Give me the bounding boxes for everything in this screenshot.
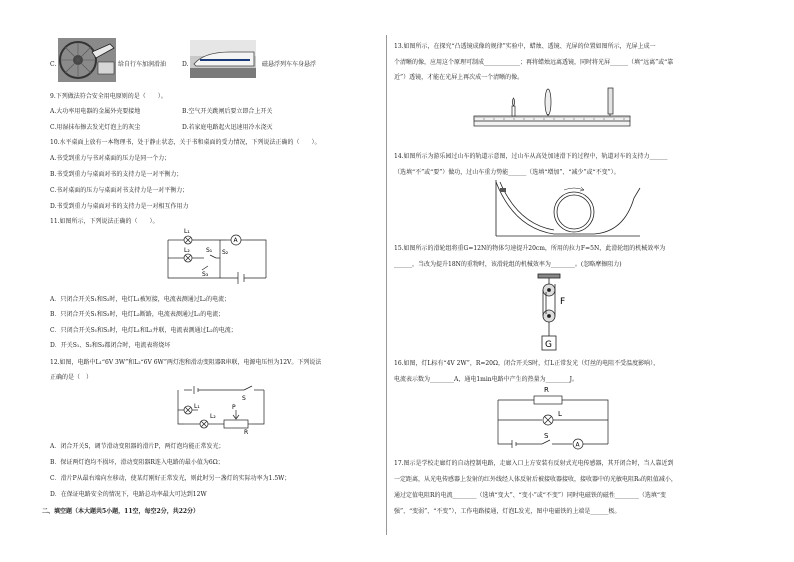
q8-option-d-text: 磁悬浮列车车身悬浮 — [262, 61, 317, 68]
q16-circuit-diagram — [494, 386, 614, 452]
q12-option-b: B．保证两灯泡均不损坏，滑动变阻器R连入电路的最小值为6Ω； — [50, 459, 224, 466]
q15-line1: 15.如图所示的滑轮组将重G=12N的物体匀速提升20cm，所用的拉力F=5N，此滑轮组的机械效率为 — [394, 245, 666, 252]
q16-line2: 电流表示数为________A，通电1min电路中产生的热量为________J。 — [394, 376, 579, 383]
q12-option-a: A．闭合开关S，调节滑动变阻器的滑片P，两灯泡均能正常发光； — [50, 443, 225, 450]
q12-circuit-diagram — [172, 384, 272, 436]
q13-line2: 个清晰的像，应用这个原理可制成____________；再将蜡烛远离透镜，同时将光屏______（填“远离”或“靠 — [394, 59, 674, 66]
pulley-system-diagram — [534, 272, 584, 354]
q16-resistor-label: R — [544, 386, 549, 394]
q8-option-d-label: D. — [182, 61, 189, 68]
q14-line1: 14.如图所示为游乐园过山车的轨道示意图，过山车从高处加速滑下的过程中，轨道对车的支持力______ — [394, 153, 668, 160]
q10-option-c: C.书对桌面的压力与桌面对书支持力是一对平衡力； — [50, 187, 189, 194]
q15-line2: ______，当改为提升18N的重物时，该滑轮组的机械效率为________。(忽略摩擦阻力) — [394, 261, 622, 268]
q11-circuit-diagram — [162, 228, 274, 284]
q9-option-a: A.大功率用电器的金属外壳要接地 — [50, 108, 141, 115]
q9-stem: 9.下列做法符合安全用电原则的是（ ）。 — [50, 93, 167, 100]
q10-option-d: D.书受到重力与桌面对书的支持力是一对相互作用力 — [50, 203, 189, 210]
roller-coaster-diagram — [494, 178, 644, 238]
q8-option-c-text: 给自行车加润滑油 — [118, 61, 167, 68]
force-f-label: F — [560, 297, 566, 307]
q11-l2-label: L₂ — [184, 247, 190, 254]
left-column — [42, 0, 378, 562]
q10-option-b: B.书受到重力与桌面对书的支持力是一对平衡力； — [50, 171, 183, 178]
right-column — [394, 0, 754, 562]
q16-ammeter-symbol: A — [575, 441, 580, 449]
q11-stem: 11.如图所示，下列说法正确的（ ）。 — [50, 218, 159, 225]
bicycle-oiling-photo — [58, 38, 116, 82]
q11-option-d: D．开关S₁、S₂和S₃都闭合时，电流表将烧坏 — [50, 342, 171, 349]
q17-line2: 一定距离，从光电传感器上发射的红外线经人体反射后被接收器接收，接收器中的光敏电阻R₀的阻值减小， — [394, 476, 677, 483]
q12-option-c: C．滑片P从最右端向左移动，使某灯刚好正常发光，则此时另一盏灯的实际功率为1.5W； — [50, 475, 291, 482]
q9-option-c: C.用湿抹布擦去发光灯泡上的灰尘 — [50, 124, 141, 131]
q16-line1: 16.如图，灯L标有“4V 2W”，R=20Ω，闭合开关S时，灯L正常发光（灯丝的电阻不受温度影响）， — [394, 360, 660, 367]
section-2-heading: 二、填空题（本大题共5小题，11空，每空2分，共22分） — [42, 508, 200, 515]
q11-s2-label: S₂ — [222, 249, 229, 256]
q11-option-a: A．只闭合开关S₁和S₂时，电灯L₁被短接，电流表测通过L₂的电流； — [50, 296, 231, 303]
q16-switch-label: S — [544, 432, 549, 440]
q11-option-b: B．只闭合开关S₁和S₃时，电灯L₂断路，电流表测通过L₁的电流； — [50, 311, 225, 318]
maglev-train-photo — [190, 40, 256, 78]
q11-s1-label: S₁ — [206, 247, 213, 254]
q12-switch-label: S — [242, 395, 246, 402]
q17-line4: 强”、“变弱”、“不变”），工作电路接通，灯泡L发光，图中电磁铁的上端是______极。 — [394, 508, 621, 515]
q11-s3-label: S₃ — [202, 271, 209, 278]
q12-rheostat-label: R — [244, 429, 249, 436]
q9-option-d: D.若家庭电路起火迅速用冷水浇灭 — [182, 124, 273, 131]
q17-line3: 通过定值电阻R的电流________（选填“变大”、“变小”或“不变”）同时电磁铁的磁性________（选填“变 — [394, 492, 666, 499]
q9-option-b: B.空气开关跳闸后要立即合上开关 — [182, 108, 273, 115]
q14-line2: （选填“不”或“要”）做功，过山车重力势能______（选填“增加”、“减少”或“不变”）。 — [394, 169, 620, 176]
q12-slider-label: P — [232, 404, 236, 411]
q12-stem-line2: 正确的是（ ） — [50, 374, 93, 381]
q12-l1-label: L₁ — [194, 403, 200, 410]
q13-line1: 13.如图所示，在探究“凸透镜成像的规律”实验中，蜡烛、透镜、光屏的位置如图所示，光屏上成一 — [394, 43, 656, 50]
q10-stem: 10.水平桌面上放有一本物理书，处于静止状态，关于书和桌面的受力情况，下列说法正确的（ ）。 — [50, 139, 321, 146]
weight-g-label: G — [545, 340, 552, 350]
q16-lamp-label: L — [558, 410, 562, 418]
q12-stem-line1: 12.如图，电路中L₁“6V 3W”和L₂“6V 6W”两灯泡和滑动变阻器R串联，电源电压恒为12V。下列说法 — [50, 359, 322, 366]
q11-l1-label: L₁ — [184, 228, 190, 235]
q13-line3: 近”）透镜，才能在光屏上再次成一个清晰的像。 — [394, 74, 524, 81]
q12-option-d: D．在保证电路安全的情况下，电路总功率最大可达到12W — [50, 491, 207, 498]
optical-bench-diagram — [472, 86, 632, 132]
q11-option-c: C．只闭合开关S₁和S₂时，电灯L₁和L₂并联，电流表测通过L₂的电流； — [50, 327, 237, 334]
ammeter-symbol: A — [233, 237, 238, 244]
q17-line1: 17.图示是学校走廊灯的自动控制电路，走廊入口上方安装有反射式光电传感器，其开闭合时，当人靠近到 — [394, 460, 674, 467]
q12-l2-label: L₂ — [210, 413, 216, 420]
column-divider — [386, 35, 387, 535]
q10-option-a: A.书受到重力与书对桌面的压力是同一个力； — [50, 155, 171, 162]
q8-option-c-label: C. — [50, 61, 57, 68]
